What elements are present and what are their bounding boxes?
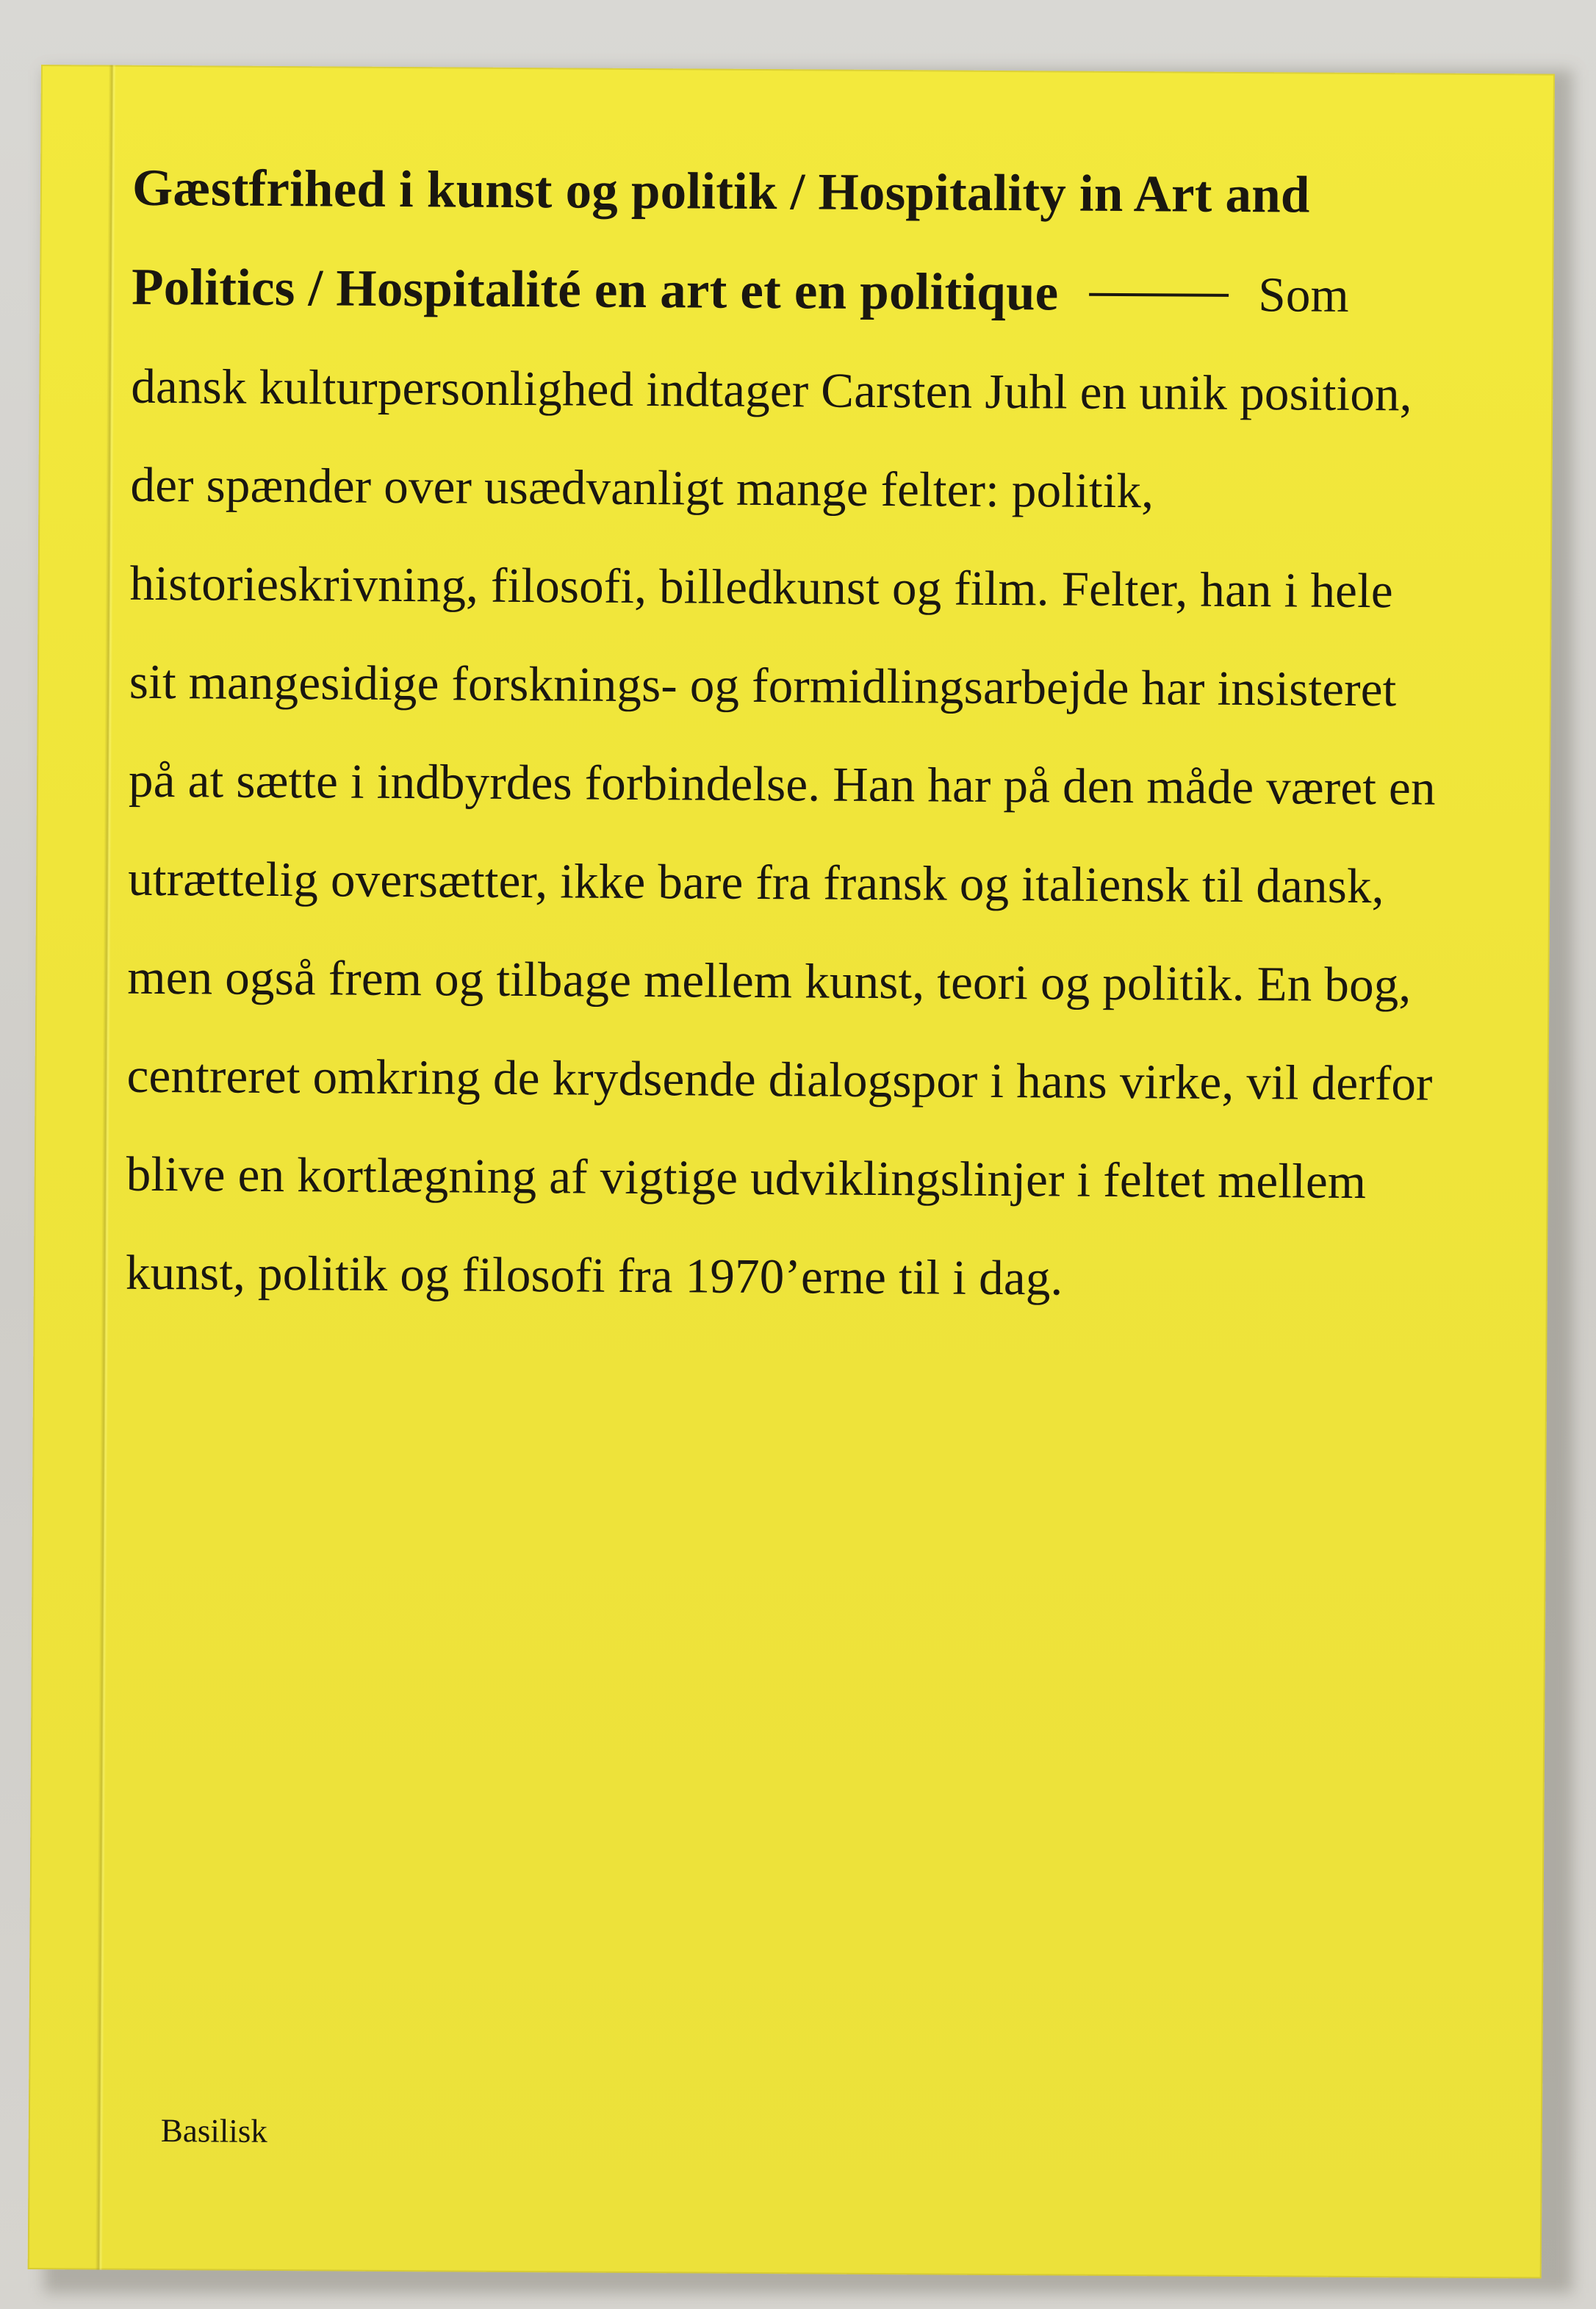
book-description: Som dansk kulturpersonlighed indtager Carsten Juhl en unik position, der spænder over usædvanligt mange felter: politik, historieskrivning, filosofi, billedkunst og film. Felter, han i hele sit mangesidige forsknings- og formidlingsarbejde har insisteret på at sætte i indbyrdes forbindelse. Han har på den måde været en utrættelig oversætter, ikke bare fra fransk og italiensk til dansk, men også frem og tilbage mellem kunst, teori og politik. En bog, centreret omkring de krydsende dialogspor i hans virke, vil derfor blive en kortlægning af vigtige udviklingslinjer i feltet mellem kunst, politik og filosofi fra 1970’erne til i dag.: [125, 267, 1436, 1306]
cover-text-block: [126, 139, 1448, 1330]
title-separator-rule: [1089, 292, 1229, 296]
book-cover: [28, 65, 1555, 2279]
spine-crease: [96, 65, 116, 2270]
book-title: Gæstfrihed i kunst og politik / Hospitality in Art and Politics / Hospitalité en art et en politique: [131, 159, 1310, 322]
publisher-name: Basilisk: [160, 2112, 268, 2150]
